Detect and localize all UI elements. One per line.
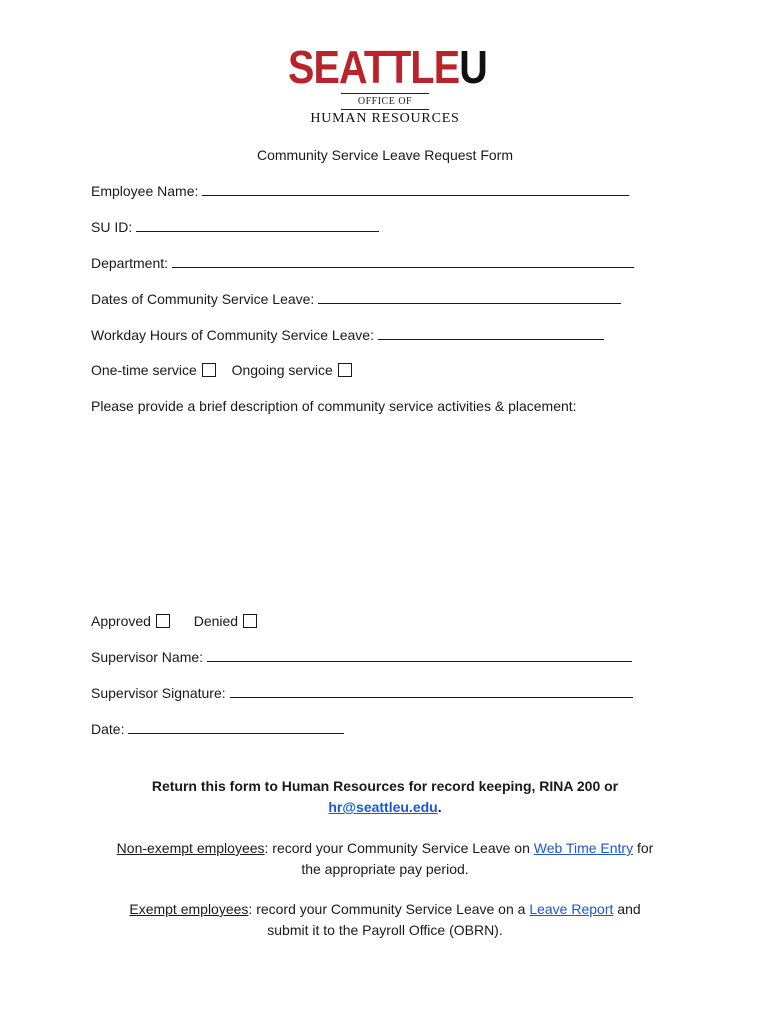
nonexempt-line2: the appropriate pay period. — [301, 861, 469, 877]
logo-wordmark — [288, 41, 487, 93]
supervisor-name-field[interactable] — [207, 649, 632, 662]
return-period: . — [437, 799, 442, 815]
date-label: Date: — [91, 721, 125, 737]
approved-label: Approved — [91, 613, 151, 629]
exempt-tail: and — [613, 901, 641, 917]
supervisor-name-label: Supervisor Name: — [91, 649, 204, 665]
denied-label: Denied — [193, 613, 239, 629]
dates-row — [91, 291, 621, 307]
leave-report-link[interactable]: Leave Report — [529, 901, 614, 917]
employee-name-field[interactable] — [202, 183, 629, 196]
dates-label: Dates of Community Service Leave: — [91, 291, 315, 307]
nonexempt-label: Non-exempt employees — [116, 840, 265, 856]
su-id-row — [91, 219, 379, 235]
exempt-label: Exempt employees — [129, 901, 249, 917]
logo-word-seattle: SEATTLE — [288, 41, 460, 93]
approval-row — [91, 613, 257, 629]
department-field[interactable] — [172, 255, 634, 268]
service-type-row — [91, 362, 352, 378]
supervisor-signature-row — [91, 685, 633, 701]
exempt-line2: submit it to the Payroll Office (OBRN). — [267, 922, 503, 938]
employee-name-label: Employee Name: — [91, 183, 199, 199]
form-title: Community Service Leave Request Form — [257, 147, 513, 163]
logo-office-of: OFFICE OF — [357, 96, 413, 107]
denied-checkbox[interactable] — [243, 614, 257, 628]
one-time-label: One-time service — [91, 362, 197, 378]
return-instructions — [60, 776, 710, 818]
ongoing-checkbox[interactable] — [338, 363, 352, 377]
supervisor-signature-label: Supervisor Signature: — [91, 685, 226, 701]
date-field[interactable] — [128, 721, 344, 734]
return-text: Return this form to Human Resources for record keeping, RINA 200 or — [151, 778, 619, 794]
logo-divider-top — [341, 93, 429, 94]
hours-row — [91, 327, 604, 343]
employee-name-row — [91, 183, 629, 199]
web-time-entry-link[interactable]: Web Time Entry — [533, 840, 634, 856]
approved-checkbox[interactable] — [156, 614, 170, 628]
ongoing-label: Ongoing service — [231, 362, 333, 378]
logo-human-resources: HUMAN RESOURCES — [310, 111, 460, 126]
su-id-label: SU ID: — [91, 219, 133, 235]
department-row — [91, 255, 634, 271]
hr-email-link[interactable]: hr@seattleu.edu — [328, 799, 438, 815]
hours-label: Workday Hours of Community Service Leave: — [91, 327, 374, 343]
logo-divider-bottom — [341, 109, 429, 110]
department-label: Department: — [91, 255, 169, 271]
nonexempt-text: : record your Community Service Leave on — [264, 840, 534, 856]
exempt-instructions — [60, 899, 710, 941]
hours-field[interactable] — [378, 327, 604, 340]
supervisor-name-row — [91, 649, 632, 665]
nonexempt-instructions — [60, 838, 710, 880]
supervisor-signature-field[interactable] — [230, 685, 633, 698]
date-row — [91, 721, 344, 737]
su-id-field[interactable] — [136, 219, 379, 232]
one-time-checkbox[interactable] — [202, 363, 216, 377]
exempt-text: : record your Community Service Leave on a — [248, 901, 530, 917]
logo-word-u: U — [459, 41, 487, 93]
description-prompt: Please provide a brief description of community service activities & placement: — [91, 398, 577, 414]
dates-field[interactable] — [318, 291, 621, 304]
nonexempt-tail: for — [633, 840, 654, 856]
